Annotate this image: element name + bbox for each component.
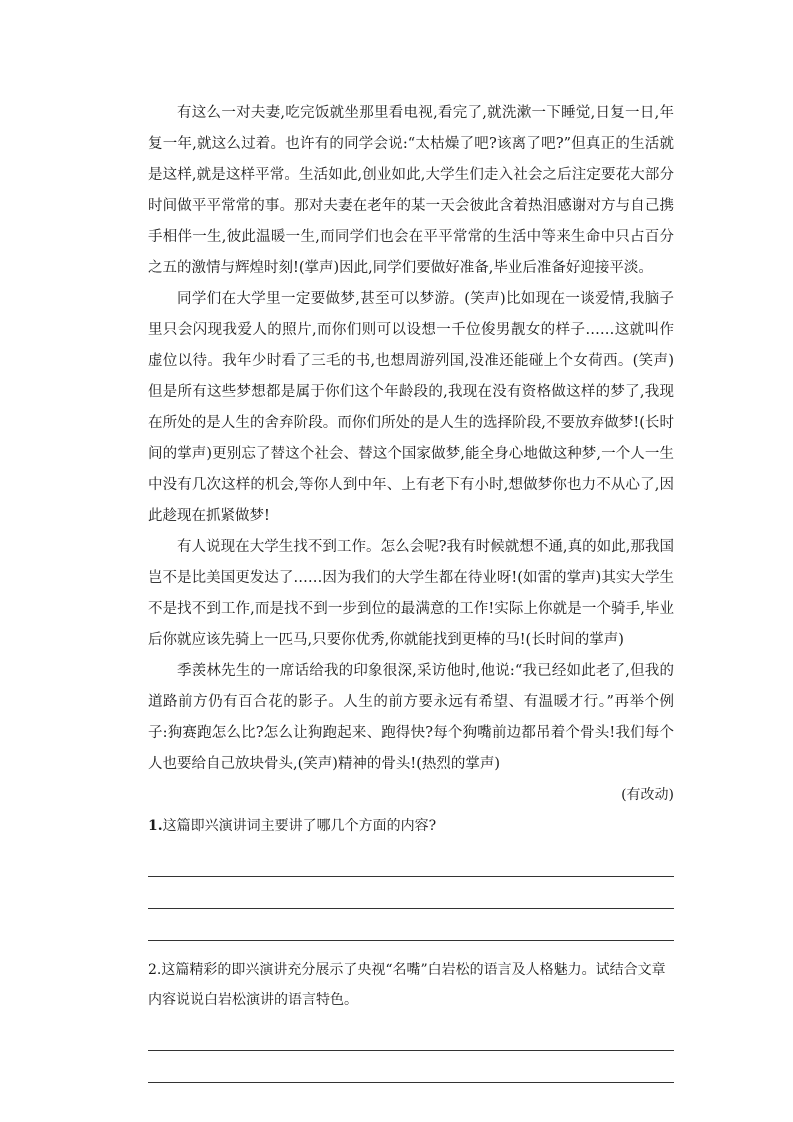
answer-line[interactable] — [148, 845, 674, 877]
source-note: (有改动) — [621, 787, 674, 803]
question-2 — [148, 955, 674, 1015]
answer-line[interactable] — [148, 1019, 674, 1051]
question-2-answer-area[interactable] — [148, 1019, 674, 1083]
question-1-text: 这篇即兴演讲词主要讲了哪几个方面的内容? — [162, 818, 437, 834]
article-paragraph-1: 有这么一对夫妻,吃完饭就坐那里看电视,看完了,就洗漱一下睡觉,日复一日,年复一年,就这么过着。也许有的同学会说:“太枯燥了吧?该离了吧?”但真正的生活就是这样,就是这样平常。生活如此,创业如此,大学生们走入社会之后注定要花大部分时间做平平常常的事。那对夫妻在老年的某一天会彼此含着热泪感谢对方与自己携手相伴一生,彼此温暖一生,而同学们也会在平平常常的生活中等来生命中只占百分之五的激情与辉煌时刻!(掌声)因此,同学们要做好准备,毕业后准备好迎接平淡。 — [148, 105, 674, 276]
question-2-number: 2. — [148, 962, 162, 978]
question-1 — [148, 811, 674, 842]
answer-line[interactable] — [148, 909, 674, 941]
article-paragraph-3: 有人说现在大学生找不到工作。怎么会呢?我有时候就想不通,真的如此,那我国岂不是比美国更发达了……因为我们的大学生都在待业呀!(如雷的掌声)其实大学生不是找不到工作,而是找不到一步到位的最满意的工作!实际上你就是一个骑手,毕业后你就应该先骑上一匹马,只要你优秀,你就能找到更棒的马!(长时间的掌声) — [148, 539, 674, 648]
answer-line[interactable] — [148, 877, 674, 909]
question-2-text: 这篇精彩的即兴演讲充分展示了央视“名嘴”白岩松的语言及人格魅力。试结合文章内容说说白岩松演讲的语言特色。 — [148, 962, 666, 1008]
article-paragraph-4: 季羡林先生的一席话给我的印象很深,采访他时,他说:“我已经如此老了,但我的道路前方仍有百合花的影子。人生的前方要永远有希望、有温暖才行。”再举个例子:狗赛跑怎么比?怎么让狗跑起来、跑得快?每个狗嘴前边都吊着个骨头!我们每个人也要给自己放块骨头,(笑声)精神的骨头!(热烈的掌声) — [148, 663, 674, 772]
document-page — [148, 98, 674, 1083]
question-1-answer-area[interactable] — [148, 845, 674, 941]
answer-line[interactable] — [148, 1051, 674, 1083]
question-1-number: 1. — [148, 818, 163, 834]
article-paragraph-2: 同学们在大学里一定要做梦,甚至可以梦游。(笑声)比如现在一谈爱情,我脑子里只会闪现我爱人的照片,而你们则可以设想一千位俊男靓女的样子……这就叫作虚位以待。我年少时看了三毛的书,也想周游列国,没准还能碰上个女荷西。(笑声)但是所有这些梦想都是属于你们这个年龄段的,我现在没有资格做这样的梦了,我现在所处的是人生的舍弃阶段。而你们所处的是人生的选择阶段,不要放弃做梦!(长时间的掌声)更别忘了替这个社会、替这个国家做梦,能全身心地做这种梦,一个人一生中没有几次这样的机会,等你人到中年、上有老下有小时,想做梦你也力不从心了,因此趁现在抓紧做梦! — [148, 291, 674, 524]
